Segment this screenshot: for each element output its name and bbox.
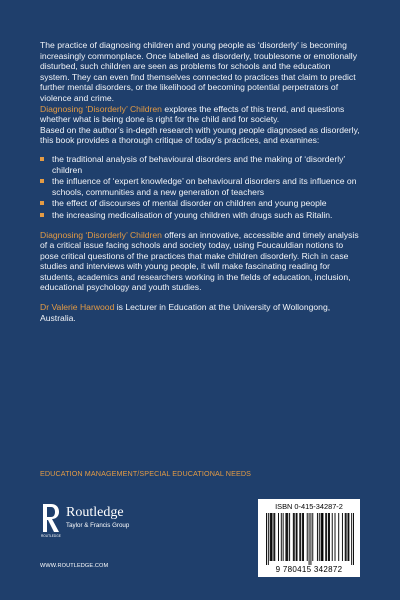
- barcode-bar: [274, 513, 275, 561]
- barcode-bar: [283, 513, 284, 561]
- barcode-bar: [323, 513, 324, 561]
- blurb-explores: [40, 104, 360, 125]
- barcode-bar: [299, 513, 300, 561]
- barcode-bars: [266, 513, 354, 565]
- barcode-bar: [300, 513, 301, 561]
- blurb-research: Based on the author’s in-depth research with young people diagnosed as disorderly, this book provides a thorough critique of today’s practices, and examines:: [40, 124, 360, 146]
- barcode-bar: [272, 513, 273, 561]
- barcode-bar: [335, 513, 336, 561]
- blurb-intro: The practice of diagnosing children and young people as ‘disorderly’ is becoming increasingly commonplace. Once labelled as disorderly, troublesome or emotionally disturbed, such children are seen as problems for schools and the education system. They can even find themselves connected to practices that claim to predict further mental disorders, or the likelihood of becoming potential perpetrators of violence and crime.: [40, 40, 358, 103]
- publisher-name: Routledge: [66, 505, 124, 520]
- barcode-bar: [287, 513, 288, 561]
- barcode-bar: [351, 513, 352, 565]
- list-item: the traditional analysis of behavioural disorders and the making of ‘disorderly’ children: [40, 154, 360, 175]
- logo-letters: ROUTLEDGE: [41, 534, 61, 538]
- barcode-bar: [319, 513, 320, 561]
- list-item: the influence of ‘expert knowledge’ on behavioural disorders and its influence on schools, communities and a new generation of teachers: [40, 176, 360, 197]
- barcode-bar: [266, 513, 267, 565]
- barcode-bar: [307, 513, 308, 561]
- barcode-bar: [285, 513, 286, 561]
- bullet-square-icon: [40, 157, 44, 161]
- publisher-website: WWW.ROUTLEDGE.COM: [40, 563, 109, 569]
- book-title-reference: Diagnosing ‘Disorderly’ Children: [40, 229, 162, 240]
- barcode-bar: [294, 513, 295, 561]
- isbn-label: ISBN 0-415-34287-2: [275, 502, 343, 511]
- publisher-logo: [40, 500, 180, 540]
- blurb-offers: [40, 230, 360, 294]
- barcode-bar: [268, 513, 269, 565]
- author-bio-text: is Lecturer in Education at the University of Wollongong, Australia.: [40, 302, 331, 323]
- barcode-bar: [289, 513, 290, 561]
- topics-list: [40, 154, 360, 221]
- barcode-bar: [271, 513, 272, 561]
- ean-digits: 9 780415 342872: [275, 565, 343, 574]
- barcode-bar: [286, 513, 287, 561]
- barcode-bar: [281, 513, 282, 561]
- barcode-bar: [296, 513, 297, 561]
- book-title-reference: Diagnosing ‘Disorderly’ Children: [40, 103, 162, 114]
- barcode-bar: [293, 513, 294, 561]
- barcode-bar: [325, 513, 326, 561]
- barcode-bar: [273, 513, 274, 561]
- list-item: the increasing medicalisation of young children with drugs such as Ritalin.: [40, 210, 360, 221]
- author-bio: [40, 302, 360, 323]
- barcode-bar: [353, 513, 354, 565]
- barcode-bar: [332, 513, 333, 561]
- bullet-square-icon: [40, 179, 44, 183]
- barcode-bar: [310, 513, 311, 565]
- barcode-bar: [322, 513, 323, 561]
- bullet-square-icon: [40, 213, 44, 217]
- barcode-bar: [346, 513, 347, 561]
- bullet-square-icon: [40, 201, 44, 205]
- isbn-barcode: [258, 499, 360, 577]
- publisher-group: Taylor & Francis Group: [66, 522, 130, 529]
- barcode-bar: [326, 513, 327, 561]
- barcode-bar: [342, 513, 343, 561]
- author-name: Dr Valerie Harwood: [40, 302, 115, 313]
- barcode-bar: [317, 513, 318, 561]
- barcode-bar: [329, 513, 330, 561]
- barcode-bar: [345, 513, 346, 561]
- barcode-bar: [302, 513, 303, 561]
- blurb-explores-text: explores the effects of this trend, and questions whether what is being done is right for the child and for society.: [40, 103, 345, 125]
- barcode-bar: [338, 513, 339, 561]
- blurb-text: [40, 40, 360, 323]
- barcode-bar: [321, 513, 322, 561]
- barcode-bar: [278, 513, 279, 561]
- barcode-bar: [309, 513, 310, 565]
- blurb-offers-text: offers an innovative, accessible and timely analysis of a critical issue facing schools and society today, using Foucauldian notions to pose critical questions of the practices that make children disorderly. Rich in case studies and interviews with young people, it will make fascinating reading for students, academics and researchers working in the fields of education, inclusion, educational psychology and youth studies.: [40, 229, 359, 293]
- barcode-bar: [348, 513, 349, 561]
- list-item: the effect of discourses of mental disorder on children and young people: [40, 198, 360, 209]
- barcode-bar: [312, 513, 313, 561]
- barcode-bar: [297, 513, 298, 561]
- routledge-logo-icon: [40, 502, 64, 538]
- barcode-bar: [303, 513, 304, 561]
- barcode-bar: [348, 513, 349, 561]
- barcode-bar: [328, 513, 329, 561]
- series-label: EDUCATION MANAGEMENT/SPECIAL EDUCATIONAL NEEDS: [40, 469, 252, 478]
- barcode-bar: [270, 513, 271, 561]
